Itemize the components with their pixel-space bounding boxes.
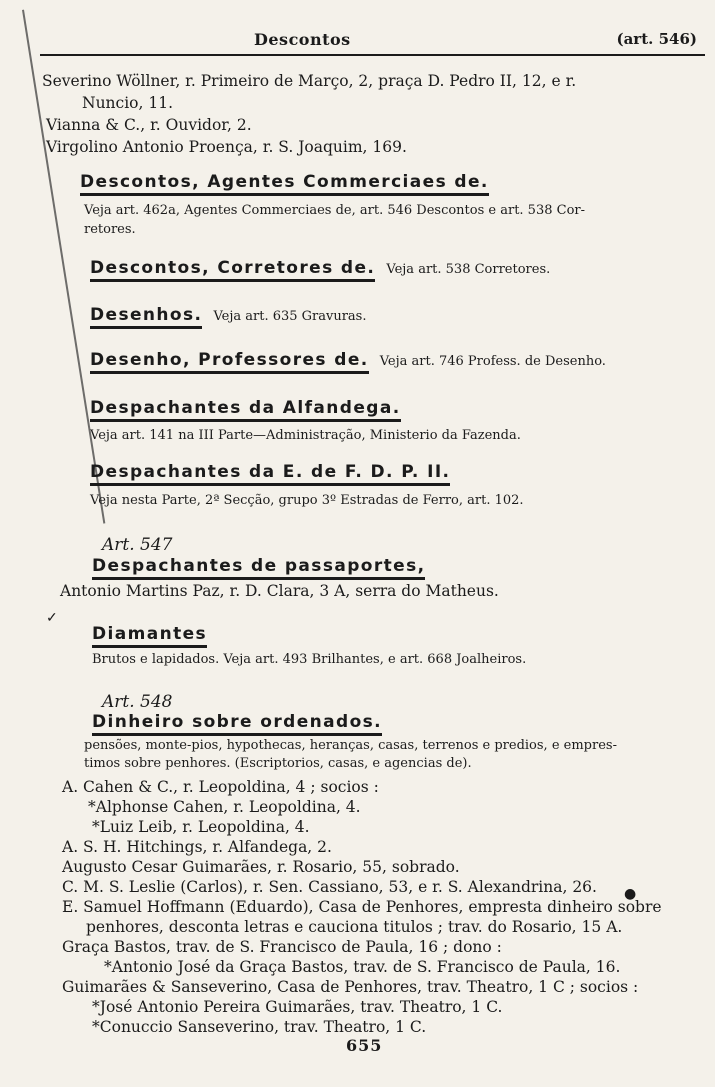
section-text: Brutos e lapidados. Veja art. 493 Brilhantes, e art. 668 Joalheiros. xyxy=(92,652,527,667)
list-item: Augusto Cesar Guimarães, r. Rosario, 55, sobrado. xyxy=(62,858,460,876)
list-item: Nuncio, 11. xyxy=(82,94,174,112)
section-heading: Despachantes da E. de F. D. P. II. xyxy=(90,462,450,482)
ink-mark-icon: ✓ xyxy=(46,610,58,626)
section-text: retores. xyxy=(84,222,136,237)
section-inline-text: Veja art. 538 Corretores. xyxy=(386,262,551,277)
section-row xyxy=(90,305,367,325)
list-item: *Alphonse Cahen, r. Leopoldina, 4. xyxy=(88,798,361,816)
section-text: timos sobre penhores. (Escriptorios, casas, e agencias de). xyxy=(84,756,472,771)
section-heading: Descontos, Agentes Commerciaes de. xyxy=(80,172,489,192)
list-item: A. S. H. Hitchings, r. Alfandega, 2. xyxy=(62,838,332,856)
section-heading: Desenho, Professores de. xyxy=(90,350,369,374)
section-text: Veja art. 141 na III Parte—Administração, Ministerio da Fazenda. xyxy=(90,428,521,443)
running-head-article: (art. 546) xyxy=(616,30,697,48)
list-item: *Luiz Leib, r. Leopoldina, 4. xyxy=(92,818,310,836)
list-item: C. M. S. Leslie (Carlos), r. Sen. Cassiano, 53, e r. S. Alexandrina, 26. xyxy=(62,878,597,896)
list-item: Virgolino Antonio Proença, r. S. Joaquim, 169. xyxy=(46,138,407,156)
list-item: penhores, desconta letras e cauciona titulos ; trav. do Rosario, 15 A. xyxy=(86,918,623,936)
article-number: Art. 547 xyxy=(102,535,173,555)
list-item: E. Samuel Hoffmann (Eduardo), Casa de Penhores, empresta dinheiro sobre xyxy=(62,898,662,916)
section-text: Veja nesta Parte, 2ª Secção, grupo 3º Estradas de Ferro, art. 102. xyxy=(90,493,524,508)
list-item: Graça Bastos, trav. de S. Francisco de Paula, 16 ; dono : xyxy=(62,938,502,956)
section-inline-text: Veja art. 635 Gravuras. xyxy=(213,309,367,324)
section-heading: Despachantes da Alfandega. xyxy=(90,398,401,418)
running-head xyxy=(40,28,705,56)
list-item: Antonio Martins Paz, r. D. Clara, 3 A, serra do Matheus. xyxy=(60,582,499,600)
section-heading: Descontos, Corretores de. xyxy=(90,258,375,282)
section-text: Veja art. 462a, Agentes Commerciaes de, art. 546 Descontos e art. 538 Cor- xyxy=(84,203,586,218)
ink-blot-icon: ● xyxy=(624,886,637,902)
list-item: Severino Wöllner, r. Primeiro de Março, 2, praça D. Pedro II, 12, e r. xyxy=(42,72,577,90)
list-item: Vianna & C., r. Ouvidor, 2. xyxy=(46,116,252,134)
running-head-title: Descontos xyxy=(254,30,351,49)
section-inline-text: Veja art. 746 Profess. de Desenho. xyxy=(379,354,606,369)
list-item: *José Antonio Pereira Guimarães, trav. Theatro, 1 C. xyxy=(92,998,503,1016)
section-heading: Dinheiro sobre ordenados. xyxy=(92,712,382,732)
section-heading: Desenhos. xyxy=(90,305,202,329)
section-heading: Despachantes de passaportes, xyxy=(92,556,425,576)
page-number: 655 xyxy=(346,1036,383,1055)
article-number: Art. 548 xyxy=(102,692,173,712)
section-text: pensões, monte-pios, hypothecas, heranças, casas, terrenos e predios, e empres- xyxy=(84,738,617,753)
section-row xyxy=(90,258,550,278)
section-row xyxy=(90,350,606,370)
list-item: A. Cahen & C., r. Leopoldina, 4 ; socios : xyxy=(62,778,379,796)
list-item: Guimarães & Sanseverino, Casa de Penhores, trav. Theatro, 1 C ; socios : xyxy=(62,978,639,996)
list-item: *Antonio José da Graça Bastos, trav. de S. Francisco de Paula, 16. xyxy=(104,958,621,976)
list-item: *Conuccio Sanseverino, trav. Theatro, 1 C. xyxy=(92,1018,427,1036)
section-heading: Diamantes xyxy=(92,624,207,644)
